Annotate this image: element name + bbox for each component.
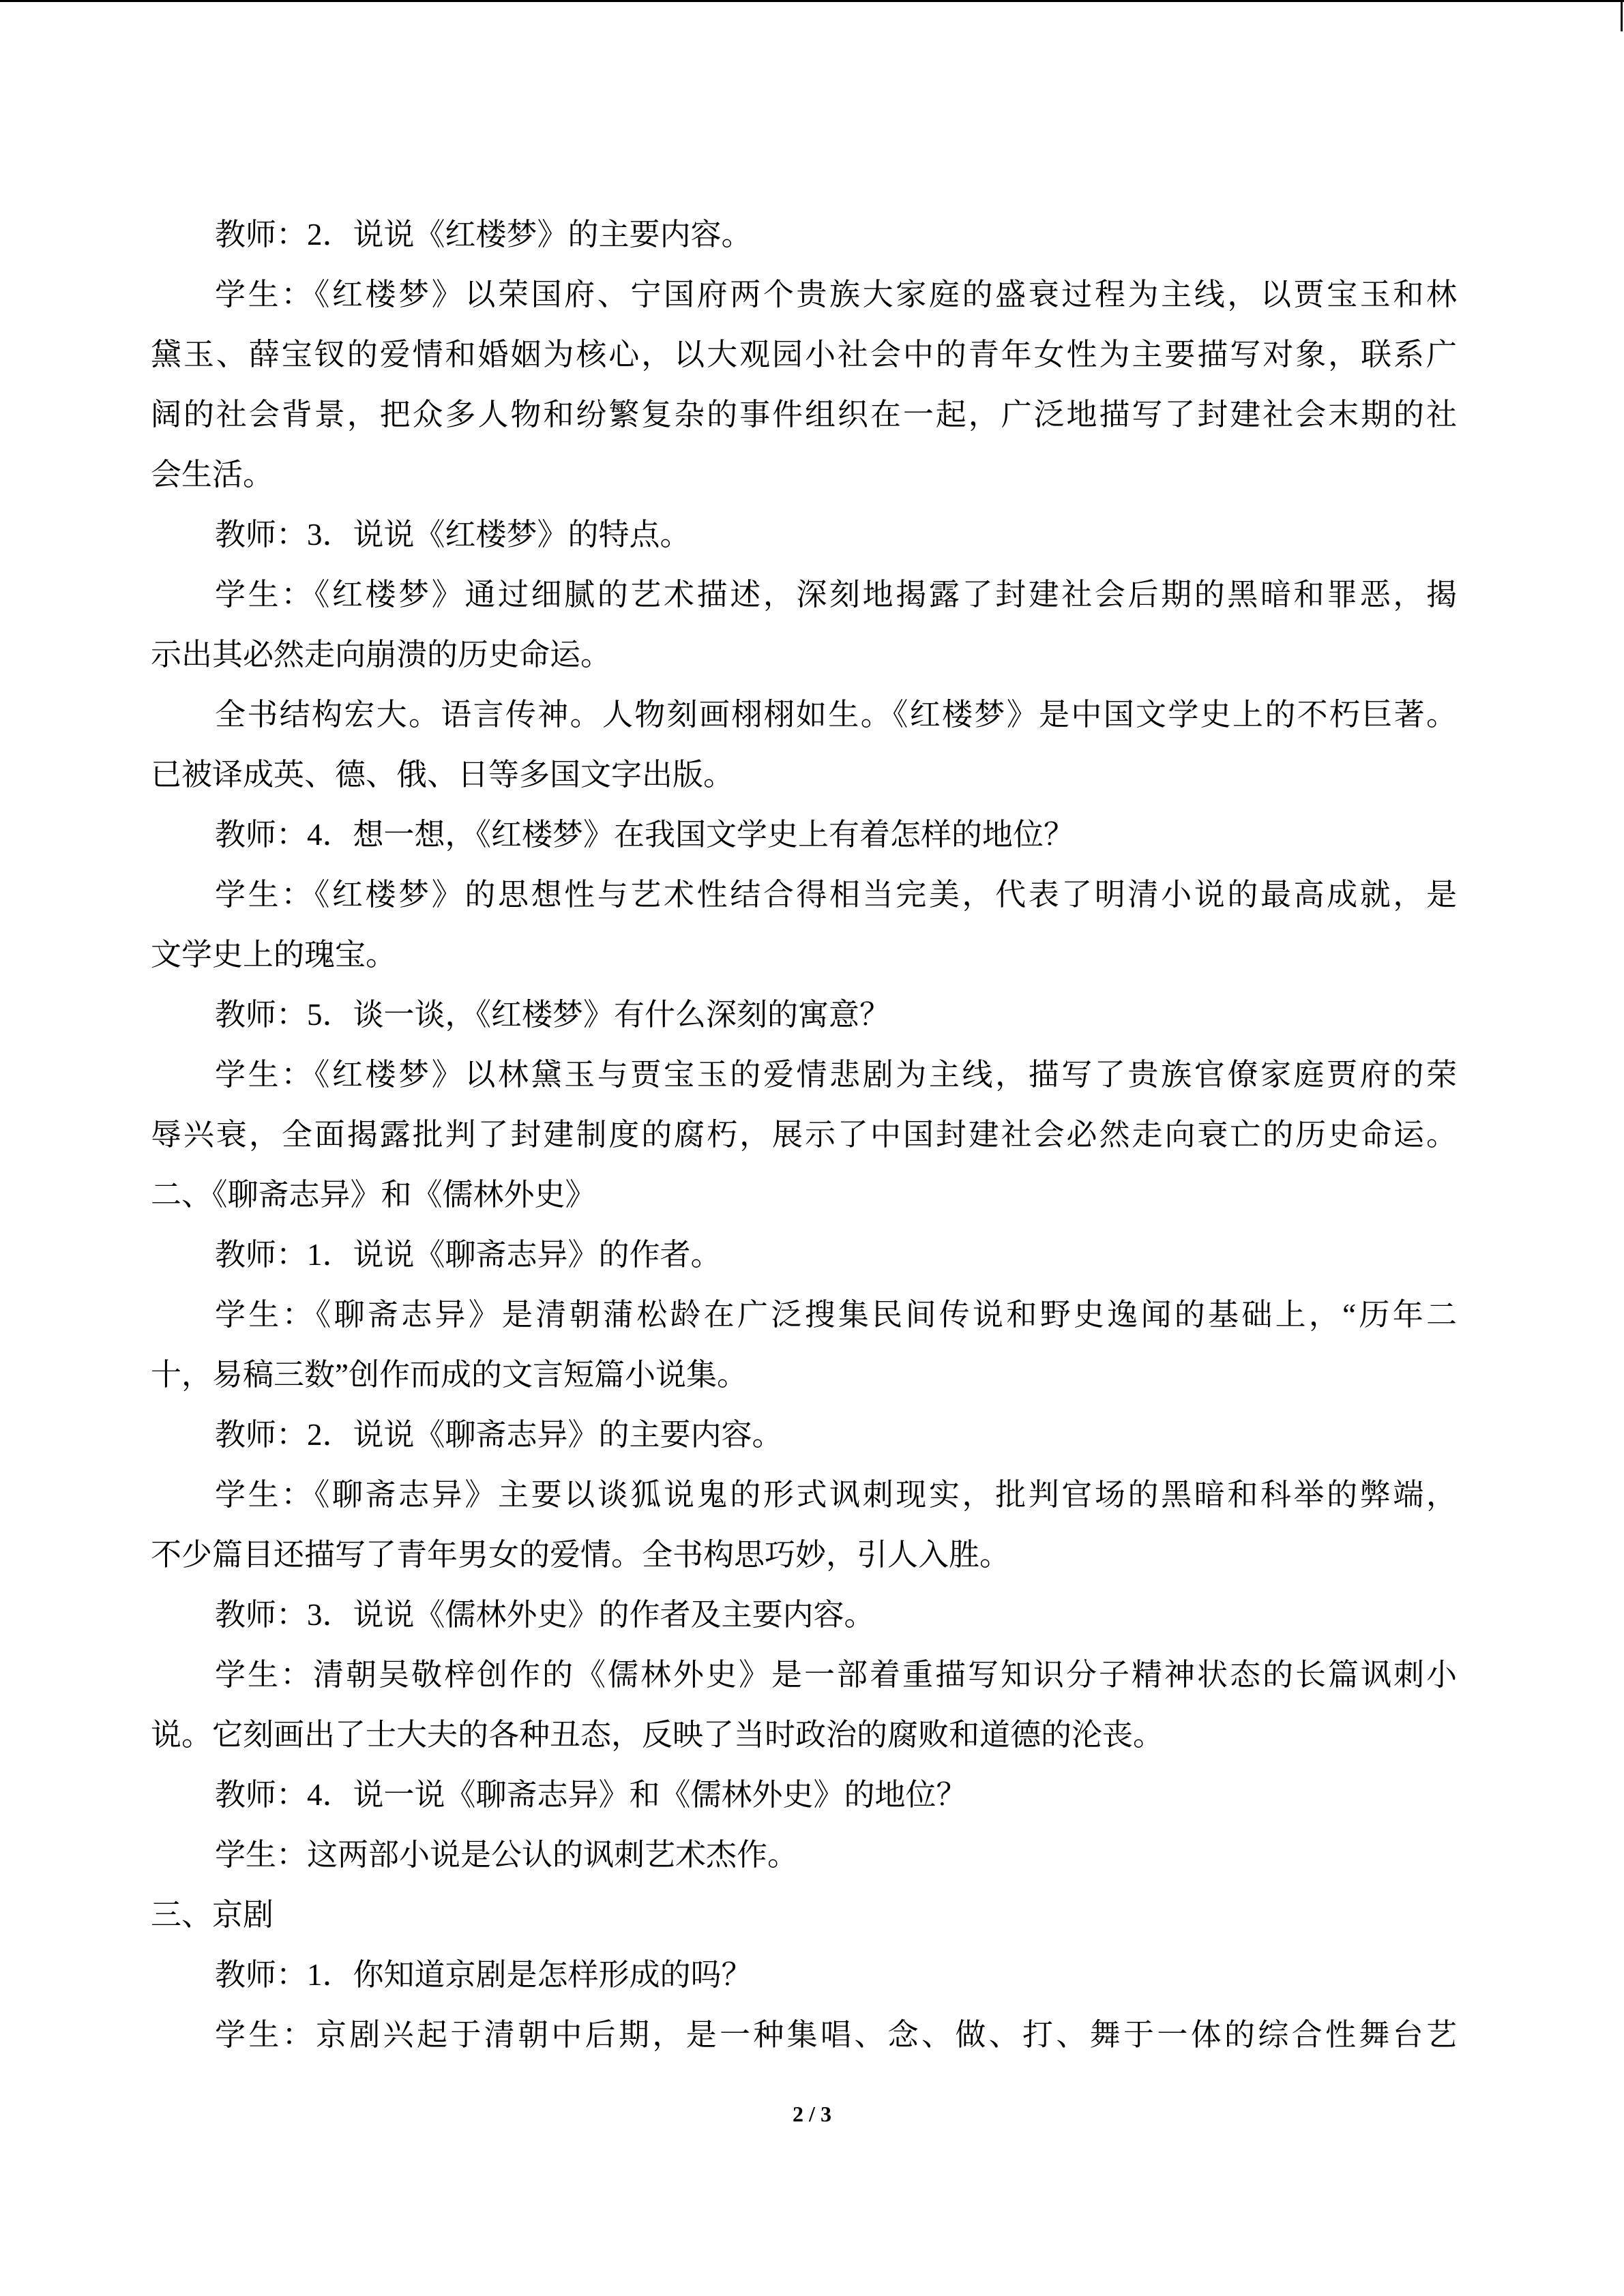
text-line: 教师：5．谈一谈，《红楼梦》有什么深刻的寓意？ <box>215 998 891 1032</box>
document-body <box>151 205 1457 2065</box>
text-line: 阔的社会背景，把众多人物和纷繁复杂的事件组织在一起，广泛地描写了封建社会末期的社 <box>151 398 1457 432</box>
text-line: 教师：2．说说《聊斋志异》的主要内容。 <box>215 1418 783 1452</box>
paragraph <box>151 505 1457 565</box>
paragraph <box>151 805 1457 865</box>
paragraph <box>151 1285 1457 1405</box>
paragraph <box>151 1225 1457 1285</box>
text-line: 已被译成英、德、俄、日等多国文字出版。 <box>151 758 735 792</box>
text-line: 会生活。 <box>151 458 274 492</box>
section-heading <box>151 1885 1457 1945</box>
paragraph <box>151 1765 1457 1825</box>
text-line: 示出其必然走向崩溃的历史命运。 <box>151 638 612 672</box>
page-corner-border <box>1621 0 1623 31</box>
text-line: 全书结构宏大。语言传神。人物刻画栩栩如生。《红楼梦》是中国文学史上的不朽巨著。 <box>215 698 1457 732</box>
paragraph <box>151 1645 1457 1765</box>
text-line: 十，易稿三数”创作而成的文言短篇小说集。 <box>151 1358 748 1392</box>
text-line: 教师：1．说说《聊斋志异》的作者。 <box>215 1238 722 1272</box>
section-heading <box>151 1165 1457 1225</box>
text-line: 教师：1．你知道京剧是怎样形成的吗？ <box>215 1958 752 1992</box>
text-line: 三、京剧 <box>151 1898 274 1932</box>
text-line: 二、《聊斋志异》和《儒林外史》 <box>151 1178 596 1212</box>
paragraph <box>151 1405 1457 1465</box>
text-line: 学生：京剧兴起于清朝中后期，是一种集唱、念、做、打、舞于一体的综合性舞台艺 <box>215 2018 1457 2052</box>
paragraph <box>151 685 1457 805</box>
text-line: 学生：《聊斋志异》主要以谈狐说鬼的形式讽刺现实，批判官场的黑暗和科举的弊端， <box>215 1478 1457 1512</box>
paragraph <box>151 1465 1457 1585</box>
page-top-border <box>0 0 1624 2</box>
paragraph <box>151 865 1457 985</box>
paragraph <box>151 1825 1457 1885</box>
paragraph <box>151 1945 1457 2005</box>
paragraph <box>151 265 1457 505</box>
text-line: 学生：《红楼梦》以林黛玉与贾宝玉的爱情悲剧为主线，描写了贵族官僚家庭贾府的荣 <box>215 1058 1457 1092</box>
text-line: 教师：3．说说《红楼梦》的特点。 <box>215 518 691 552</box>
text-line: 黛玉、薛宝钗的爱情和婚姻为核心，以大观园小社会中的青年女性为主要描写对象，联系广 <box>151 338 1457 372</box>
paragraph <box>151 205 1457 265</box>
text-line: 不少篇目还描写了青年男女的爱情。全书构思巧妙，引人入胜。 <box>151 1538 1011 1572</box>
text-line: 教师：3．说说《儒林外史》的作者及主要内容。 <box>215 1598 875 1632</box>
paragraph <box>151 2005 1457 2065</box>
paragraph <box>151 1585 1457 1645</box>
text-line: 说。它刻画出了士大夫的各种丑态，反映了当时政治的腐败和道德的沦丧。 <box>151 1718 1164 1752</box>
text-line: 学生：这两部小说是公认的讽刺艺术杰作。 <box>215 1838 799 1872</box>
paragraph <box>151 985 1457 1045</box>
text-line: 教师：2．说说《红楼梦》的主要内容。 <box>215 218 752 252</box>
text-line: 教师：4．说一说《聊斋志异》和《儒林外史》的地位？ <box>215 1778 967 1812</box>
paragraph <box>151 565 1457 685</box>
text-line: 学生：清朝吴敬梓创作的《儒林外史》是一部着重描写知识分子精神状态的长篇讽刺小 <box>215 1658 1457 1692</box>
text-line: 文学史上的瑰宝。 <box>151 938 397 972</box>
page-number: 2 / 3 <box>793 2102 831 2126</box>
text-line: 学生：《聊斋志异》是清朝蒲松龄在广泛搜集民间传说和野史逸闻的基础上，“历年二 <box>215 1298 1457 1332</box>
text-line: 学生：《红楼梦》的思想性与艺术性结合得相当完美，代表了明清小说的最高成就，是 <box>215 878 1457 912</box>
text-line: 学生：《红楼梦》通过细腻的艺术描述，深刻地揭露了封建社会后期的黑暗和罪恶，揭 <box>215 578 1457 612</box>
text-line: 教师：4．想一想，《红楼梦》在我国文学史上有着怎样的地位？ <box>215 818 1075 852</box>
text-line: 辱兴衰，全面揭露批判了封建制度的腐朽，展示了中国封建社会必然走向衰亡的历史命运。 <box>151 1118 1457 1152</box>
paragraph <box>151 1045 1457 1165</box>
text-line: 学生：《红楼梦》以荣国府、宁国府两个贵族大家庭的盛衰过程为主线，以贾宝玉和林 <box>215 278 1457 312</box>
